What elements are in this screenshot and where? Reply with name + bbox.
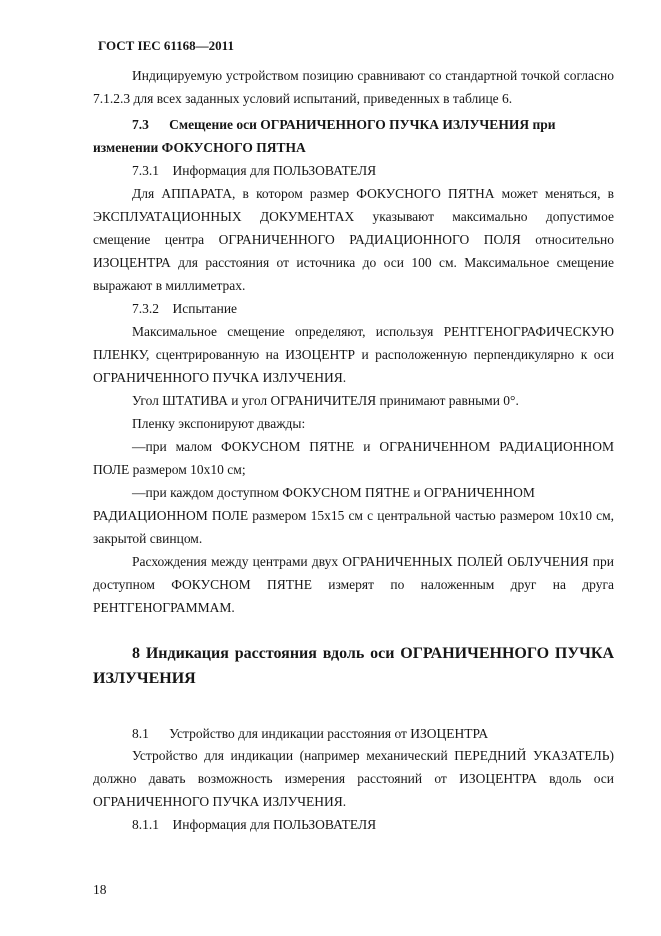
section-heading-7-3-cont: изменении ФОКУСНОГО ПЯТНА: [93, 140, 306, 155]
text-line: ЭКСПЛУАТАЦИОННЫХ ДОКУМЕНТАХ указывают максимально допустимое: [93, 209, 614, 224]
text-line: закрытой свинцом.: [93, 531, 203, 546]
text-line: ОГРАНИЧЕННОГО ПУЧКА ИЗЛУЧЕНИЯ.: [93, 370, 347, 385]
text-line: ПЛЕНКУ, сцентрированную на ИЗОЦЕНТР и расположенную перпендикулярно к оси: [93, 347, 614, 362]
text-line: —при малом ФОКУСНОМ ПЯТНЕ и ОГРАНИЧЕННОМ РАДИАЦИОННОМ: [132, 439, 614, 454]
text-line: Угол ШТАТИВА и угол ОГРАНИЧИТЕЛЯ принимают равными 0°.: [132, 393, 519, 408]
text-line: смещение центра ОГРАНИЧЕННОГО РАДИАЦИОННОГО ПОЛЯ относительно: [93, 232, 614, 247]
text-line: ПОЛЕ размером 10х10 см;: [93, 462, 246, 477]
text-line: РАДИАЦИОННОМ ПОЛЕ размером 15х15 см с центральной частью размером 10х10 см,: [93, 508, 614, 523]
section-heading-8-cont: ИЗЛУЧЕНИЯ: [93, 670, 196, 687]
text-line: Пленку экспонируют дважды:: [132, 416, 306, 431]
subsection-heading-7-3-1: 7.3.1 Информация для ПОЛЬЗОВАТЕЛЯ: [132, 163, 377, 178]
text-line: ИЗОЦЕНТРА для расстояния от источника до оси 100 см. Максимальное смещение: [93, 255, 614, 270]
text-line: доступном ФОКУСНОМ ПЯТНЕ измерят по наложенным друг на друга: [93, 577, 614, 592]
text-line: Устройство для индикации (например механический ПЕРЕДНИЙ УКАЗАТЕЛЬ): [132, 748, 614, 763]
text-line: Расхождения между центрами двух ОГРАНИЧЕННЫХ ПОЛЕЙ ОБЛУЧЕНИЯ при: [132, 554, 614, 569]
text-line: —при каждом доступном ФОКУСНОМ ПЯТНЕ и ОГРАНИЧЕННОМ: [132, 485, 535, 500]
text-line: Индицируемую устройством позицию сравнивают со стандартной точкой согласно: [132, 68, 614, 83]
subsection-heading-8-1-1: 8.1.1 Информация для ПОЛЬЗОВАТЕЛЯ: [132, 817, 377, 832]
subsection-heading-7-3-2: 7.3.2 Испытание: [132, 301, 238, 316]
text-line: 7.1.2.3 для всех заданных условий испытаний, приведенных в таблице 6.: [93, 91, 513, 106]
text-line: Максимальное смещение определяют, используя РЕНТГЕНОГРАФИЧЕСКУЮ: [132, 324, 614, 339]
text-line: ОГРАНИЧЕННОГО ПУЧКА ИЗЛУЧЕНИЯ.: [93, 794, 347, 809]
section-heading-8: 8 Индикация расстояния вдоль оси ОГРАНИЧЕННОГО ПУЧКА: [132, 645, 614, 662]
text-line: должно давать возможность измерения расстояний от ИЗОЦЕНТРА вдоль оси: [93, 771, 614, 786]
text-line: Для АППАРАТА, в котором размер ФОКУСНОГО ПЯТНА может меняться, в: [132, 186, 614, 201]
subsection-heading-8-1: 8.1 Устройство для индикации расстояния от ИЗОЦЕНТРА: [132, 726, 489, 741]
document-header: ГОСТ IEC 61168—2011: [98, 38, 234, 53]
text-line: РЕНТГЕНОГРАММАМ.: [93, 600, 235, 615]
text-line: выражают в миллиметрах.: [93, 278, 246, 293]
section-heading-7-3: 7.3 Смещение оси ОГРАНИЧЕННОГО ПУЧКА ИЗЛУЧЕНИЯ при: [132, 117, 556, 132]
page-number: 18: [93, 882, 107, 897]
